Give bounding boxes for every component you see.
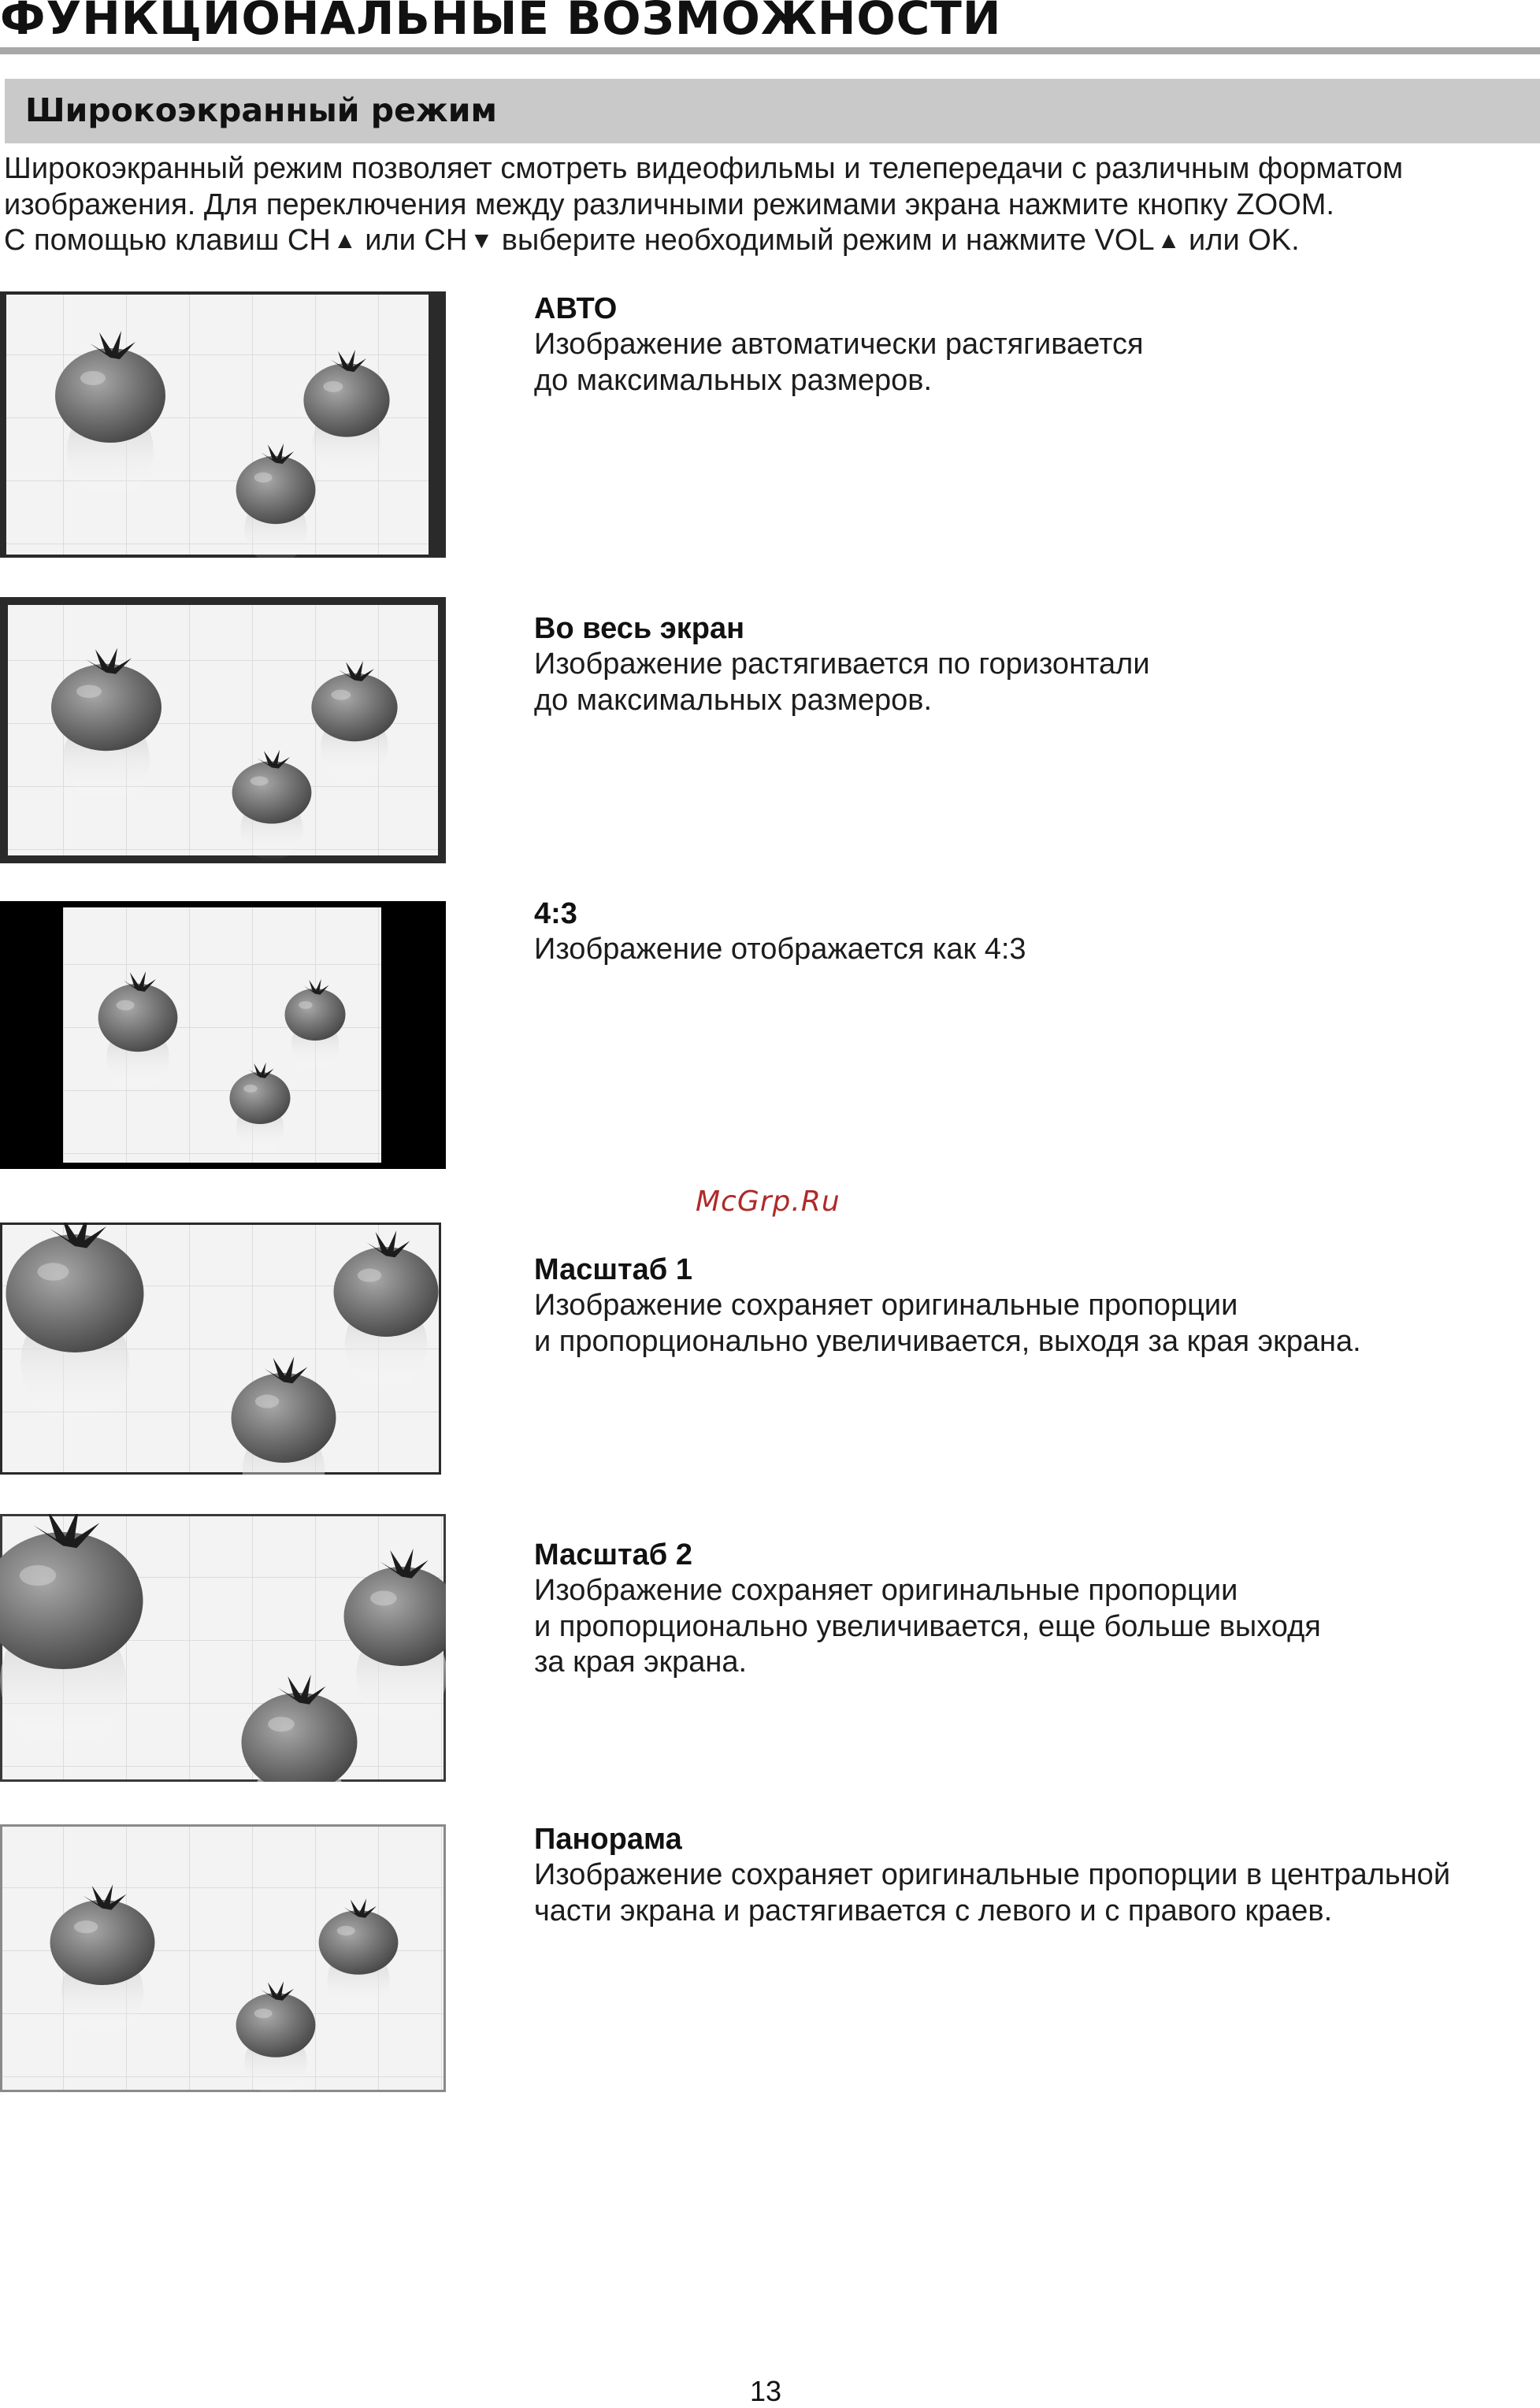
mode-title: 4:3 (534, 897, 577, 930)
mode-desc: и пропорционально увеличивается, выходя за края экрана. (534, 1324, 1361, 1358)
mode-desc: части экрана и растягивается с левого и с правого краев. (534, 1894, 1333, 1928)
mode-desc: Изображение сохраняет оригинальные пропорции (534, 1574, 1238, 1607)
page-heading: ФУНКЦИОНАЛЬНЫЕ ВОЗМОЖНОСТИ (0, 0, 1002, 45)
triangle-down-icon: ▼ (469, 228, 494, 254)
mode-title: Во весь экран (534, 612, 745, 645)
mode-text-zoom-2 (534, 1538, 1527, 1681)
mode-text-4-3 (534, 896, 1527, 968)
mode-desc: до максимальных размеров. (534, 363, 933, 397)
page-number: 13 (750, 2375, 782, 2407)
intro-line-3-part-1: С помощью клавиш CH (4, 224, 331, 257)
section-bar (5, 79, 1540, 143)
intro-text (4, 151, 1536, 259)
mode-image-auto (0, 291, 446, 558)
mode-title: Панорама (534, 1823, 682, 1856)
mode-image-zoom-1 (0, 1223, 441, 1475)
mode-image-fullscreen (0, 597, 446, 863)
mode-image-4-3 (0, 901, 446, 1169)
mode-image-zoom-2 (0, 1514, 446, 1782)
mode-text-panorama (534, 1822, 1527, 1929)
mode-desc: за края экрана. (534, 1646, 748, 1679)
intro-line-3-part-4: или OK. (1189, 224, 1300, 257)
intro-line-3-part-3: выберите необходимый режим и нажмите VOL (501, 224, 1155, 257)
heading-rule (0, 47, 1540, 54)
mode-image-panorama (0, 1824, 446, 2092)
mode-desc: Изображение автоматически растягивается (534, 328, 1144, 361)
intro-line-3 (4, 223, 1536, 259)
mode-text-fullscreen (534, 611, 1527, 718)
watermark: McGrp.Ru (696, 1185, 841, 1218)
mode-desc: до максимальных размеров. (534, 683, 933, 717)
triangle-up-icon: ▲ (332, 228, 357, 254)
intro-line-1: Широкоэкранный режим позволяет смотреть видеофильмы и телепередачи с различным форматом (4, 152, 1404, 185)
intro-line-3-part-2: или CH (365, 224, 468, 257)
mode-desc: Изображение сохраняет оригинальные пропорции (534, 1289, 1238, 1322)
mode-desc: Изображение сохраняет оригинальные пропорции в центральной (534, 1858, 1451, 1891)
mode-title: Масштаб 2 (534, 1538, 692, 1571)
triangle-up-icon: ▲ (1156, 228, 1181, 254)
mode-title: АВТО (534, 292, 618, 325)
mode-desc: и пропорционально увеличивается, еще больше выходя (534, 1609, 1321, 1643)
intro-line-2: изображения. Для переключения между различными режимами экрана нажмите кнопку ZOOM. (4, 187, 1334, 221)
mode-text-auto (534, 291, 1527, 399)
mode-text-zoom-1 (534, 1252, 1527, 1360)
mode-desc: Изображение растягивается по горизонтали (534, 647, 1150, 681)
section-title: Широкоэкранный режим (25, 91, 497, 129)
mode-desc: Изображение отображается как 4:3 (534, 933, 1026, 966)
mode-title: Масштаб 1 (534, 1253, 692, 1286)
